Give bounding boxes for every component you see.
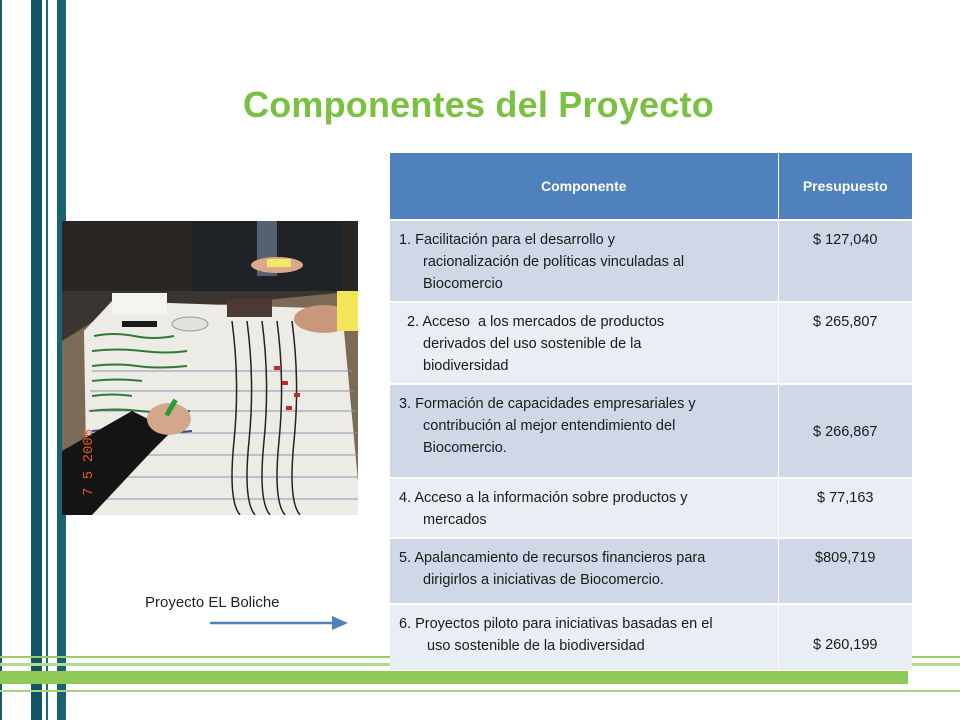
budget-cell: $ 77,163 [778,478,912,538]
component-text: Biocomercio. [423,440,507,456]
table-row [390,302,912,384]
component-text: mercados [423,512,487,528]
component-cell [390,302,778,384]
table-row [390,478,912,538]
component-text: derivados del uso sostenible de la [423,336,642,352]
table-row [390,604,912,670]
slide-title: Componentes del Proyecto [243,84,714,125]
component-text: Biocomercio [423,276,503,292]
svg-text:7 5 2006: 7 5 2006 [81,428,97,496]
budget-table [390,153,912,670]
component-text: biodiversidad [423,358,509,374]
component-text: racionalización de políticas vinculadas al [423,254,685,270]
table-header-row [390,153,912,220]
budget-cell: $809,719 [778,538,912,604]
component-text: 2. Acceso a los mercados de productos [399,314,665,330]
component-text: dirigirlos a iniciativas de Biocomercio. [423,572,664,588]
photo-caption: Proyecto EL Boliche [145,594,280,611]
decor-bar [46,0,48,720]
workshop-photo [62,221,358,515]
table-row [390,538,912,604]
budget-cell: $ 265,807 [778,302,912,384]
component-cell [390,384,778,478]
decor-bar [0,0,2,720]
budget-cell: $ 266,867 [778,384,912,478]
table-row [390,384,912,478]
component-text: 5. Apalancamiento de recursos financieros para [399,550,706,566]
decor-band [0,671,908,684]
budget-cell: $ 260,199 [778,604,912,670]
component-text: uso sostenible de la biodiversidad [423,638,645,654]
component-cell [390,538,778,604]
decor-band [0,690,960,692]
component-text: 3. Formación de capacidades empresariales y [399,396,696,412]
component-text: contribución al mejor entendimiento del [423,418,676,434]
component-text: 4. Acceso a la información sobre productos y [399,490,688,506]
column-header: Presupuesto [778,153,912,220]
right-arrow-icon [208,612,350,634]
component-text: 6. Proyectos piloto para iniciativas basadas en el [399,616,713,632]
component-text: 1. Facilitación para el desarrollo y [399,232,615,248]
column-header: Componente [390,153,778,220]
component-cell [390,220,778,302]
component-cell [390,478,778,538]
component-cell [390,604,778,670]
budget-cell: $ 127,040 [778,220,912,302]
decor-bar [31,0,42,720]
table-row [390,220,912,302]
